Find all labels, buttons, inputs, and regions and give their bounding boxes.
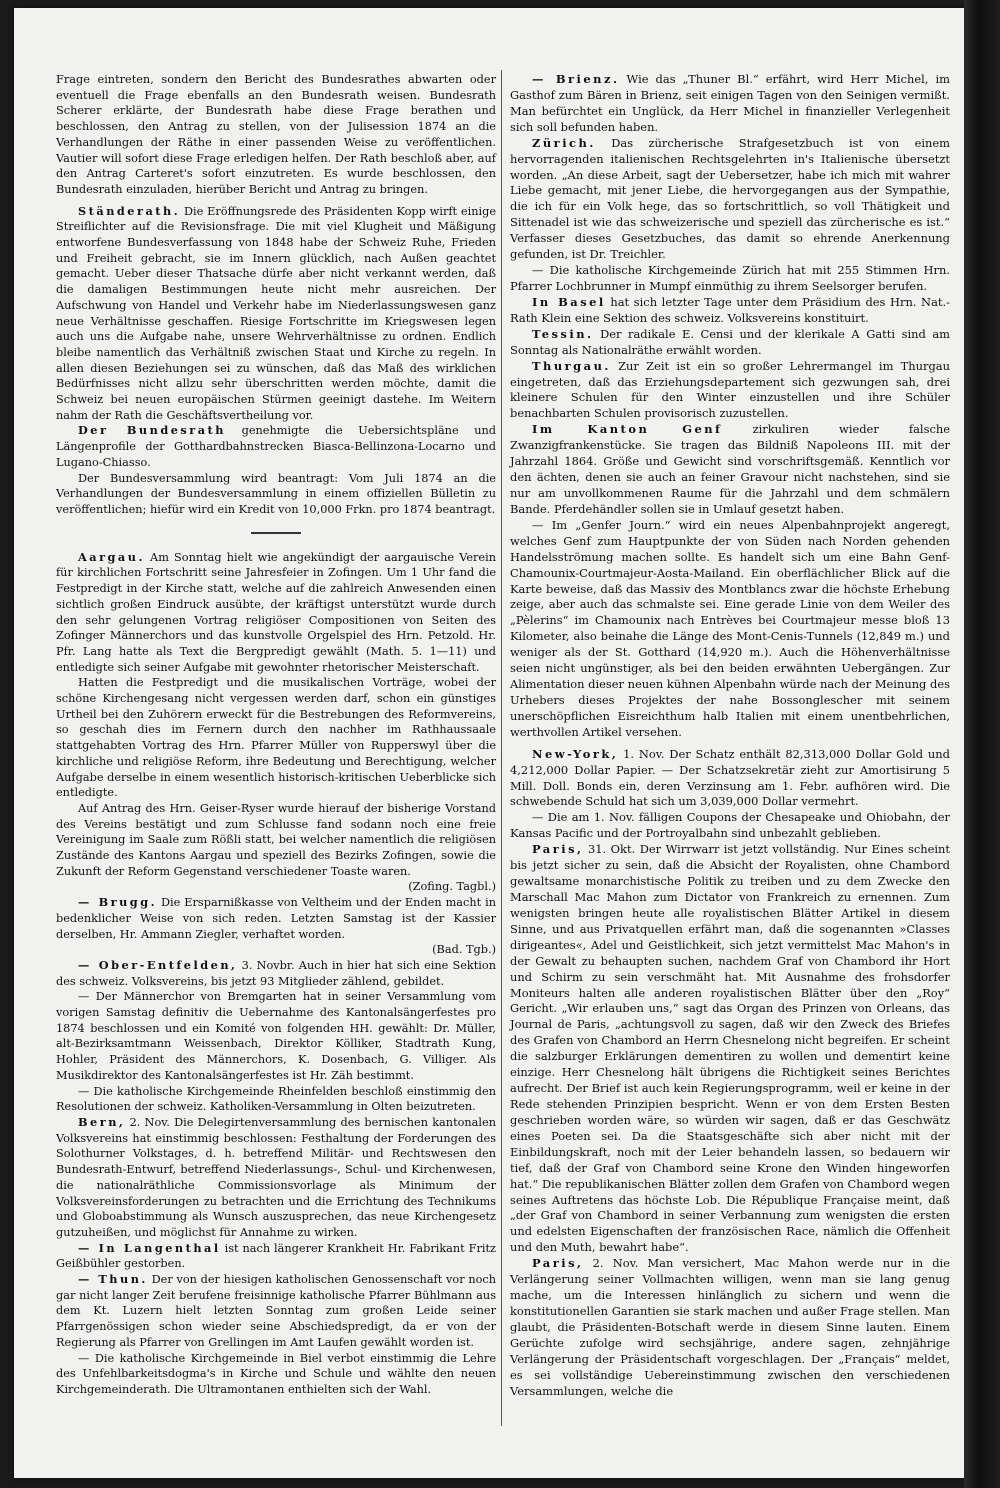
article-heading: Paris, [532, 842, 584, 857]
article-paragraph: — Die katholische Kirchgemeinde Zürich hat mit 255 Stimmen Hrn. Pfarrer Lochbrunner in Mumpf einmüthig zu ihrem Seelsorger berufen. [510, 263, 950, 293]
article-heading: Thurgau. [532, 358, 611, 373]
article-paragraph: — In Langenthal ist nach längerer Krankheit Hr. Fabrikant Fritz Geißbühler gestorben. [56, 1240, 496, 1271]
article-heading: Bern, [78, 1115, 126, 1129]
article-paragraph: — Brugg. Die Ersparnißkasse von Veltheim und der Enden macht in bedenklicher Weise von sich reden. Letzten Samstag ist der Kassier derselben, Hr. Ammann Ziegler, verhaftet worden. (Bad. Tgb.) [56, 895, 496, 957]
article-paragraph: — Die katholische Kirchgemeinde Rheinfelden beschloß einstimmig den Resolutionen der schweiz. Katholiken-Versammlung in Olten beizutreten. [56, 1084, 496, 1114]
article-heading: — Brienz. [532, 72, 620, 86]
article-heading: Aargau. [78, 549, 145, 564]
article-paragraph: Frage eintreten, sondern den Bericht des Bundesrathes abwarten oder eventuell die Frage ebenfalls an den Bundesrath weisen. Bundesrath Scherer erklärte, der Bundesrath habe diese Frage berathen und beschlossen, den Antrag zu stellen, von der Julisession 1874 an die Verhandlungen der Räthe in einer passenden Weise zu veröffentlichen. Vautier will sofort diese Frage erledigen helfen. Der Rath beschloß aber, auf den Antrag Carteret's sofort einzutreten. Es wurde beschlossen, den Bundesrath einzuladen, hierüber Bericht und Antrag zu bringen. [56, 73, 496, 196]
article-paragraph: Zürich. Das zürcherische Strafgesetzbuch ist von einem hervorragenden italienischen Rechtsgelehrten in's Italienische übersetzt worden. „An diese Arbeit, sagt der Uebersetzer, habe ich mich mit wahrer Liebe gemacht, mit jener Liebe, die hervorgegangen aus der Sympathie, die ich für ein Volk hege, das so fortschrittlich, so voll Thätigkeit und Sittenadel ist wie das schweizerische und speziell das zürcherische es ist.“ Verfasser dieses Gesetzbuches, das damit so ehrende Anerkennung gefunden, ist Dr. Treichler. [510, 135, 950, 262]
column-divider [501, 70, 502, 1426]
article-heading: Ständerath. [78, 203, 181, 218]
article-heading: Der Bundesrath [78, 423, 226, 438]
article-paragraph: Der Bundesversammlung wird beantragt: Vom Juli 1874 an die Verhandlungen der Bundesversammlung in einem offiziellen Bülletin zu veröffentlichen; hiefür wird ein Kredit von 10,000 Frkn. pro 1874 beantragt. [56, 471, 496, 516]
article-paragraph: — Die am 1. Nov. fälligen Coupons der Chesapeake und Ohiobahn, der Kansas Pacific und der Portroyalbahn sind unbezahlt geblieben. [510, 810, 950, 841]
article-paragraph: Paris, 2. Nov. Man versichert, Mac Mahon werde nur in die Verlängerung seiner Vollmachten willigen, wenn man sie lang genug mache, um die Interessen hinlänglich zu sichern und wenn die konstitutionellen Garantien sie stark machen und außer Frage stellen. Man glaubt, die Präsidenten-Botschaft werde in diesem Sinne lauten. Einem Gerüchte zufolge wird sechsjährige, andere sagen, zehnjährige Verlängerung der Präsidentschaft vorgeschlagen. Der „Français“ meldet, es sei vollständige Uebereinstimmung zwischen den verschiedenen Versammlungen, welche die [510, 1256, 950, 1398]
article-heading: In Basel [532, 294, 606, 309]
section-divider [251, 532, 301, 534]
article-paragraph: Paris, 31. Okt. Der Wirrwarr ist jetzt vollständig. Nur Eines scheint bis jetzt sicher zu sein, daß die Absicht der Royalisten, ohne Chambord gewaltsame monarchistische Politik zu treiben und zu dem Zwecke den Marschall Mac Mahon zum Dictator von Frankreich zu ernennen. Zum wenigsten bringen heute alle royalistischen Blätter Artikel in diesem Sinne, und aus Privatquellen erfährt man, daß die sogenannten »Classes dirigeantes«, Adel und Geistlichkeit, sich jetzt vermittelst Mac Mahon's in der Gewalt zu behaupten suchen, nachdem Graf von Chambord ihr Hort und Schirm zu sein verschmäht hat. Mit Ausnahme des frohsdorfer Moniteurs halten alle anderen royalistischen Blätter über den „Roy“ Gericht. „Wir erlauben uns,“ sagt das Organ des Prinzen von Orleans, das Journal de Paris, „achtungsvoll zu sagen, daß wir den Zweck des Briefes des Grafen von Chambord an Herrn Chesnelong nicht begreifen. Er scheint die salzburger Erklärungen dementiren zu wollen und dementirt keine einzige. Herr Chesnelong hält übrigens die Richtigkeit seines Berichtes aufrecht. Der Brief ist auch kein Regierungsprogramm, weil er keine in der Rede stehenden Prinzipien bespricht. Wenn er von dem Ersten Besten geschrieben worden wäre, so würden wir sagen, daß er das Geschwätz eines Poeten sei. Da die Staatsgeschäfte sich aber nicht mit der Einbildungskraft, noch mit der Leier behandeln lassen, so bedauern wir tief, daß der Graf von Chambord seine Krone den Winden hingeworfen hat.“ Die republikanischen Blätter zollen dem Grafen von Chambord wegen seines Auftretens das höchste Lob. Die République Française meint, daß „der Graf von Chambord in seiner Verbannung zum wenigsten die ersten und edelsten Eigenschaften der französischen Race, nämlich die Offenheit und den Muth, bewahrt habe“. [510, 842, 951, 1255]
article-paragraph: Aargau. Am Sonntag hielt wie angekündigt der aargauische Verein für kirchlichen Fortschritt seine Jahresfeier in Zofingen. Um 1 Uhr fand die Festpredigt in der Kirche statt, welche auf die zahlreich Anwesenden einen sichtlich großen Eindruck ausübte, der kräftigst unterstützt wurde durch den sehr gelungenen Vortrag religiöser Compositionen von Seiten des Zofinger Männerchors und das kunstvolle Orgelspiel des Hrn. Petzold. Hr. Pfr. Lang hatte als Text die Bergpredigt gewählt (Math. 5. 1—11) und entledigte sich seiner Aufgabe mit gewohnter rhetorischer Meisterschaft. [56, 549, 496, 674]
article-paragraph: Auf Antrag des Hrn. Geiser-Ryser wurde hierauf der bisherige Vorstand des Vereins bestätigt und zum Schlusse fand sodann noch eine freie Vereinigung im Saale zum Rößli statt, bei welcher namentlich die religiösen Zustände des Kantons Aargau und speziell des Bezirks Zofingen, sowie die Zukunft der Reform Gegenstand verschiedener Toaste waren. (Zofing. Tagbl.) [56, 801, 496, 894]
right-column [510, 72, 950, 1400]
article-heading: Im Kanton Genf [532, 422, 723, 437]
article-paragraph: Ständerath. Die Eröffnungsrede des Präsidenten Kopp wirft einige Streiflichter auf die Revisionsfrage. Die mit viel Klugheit und Mäßigung entworfene Bundesverfassung von 1848 habe der Schweiz Ruhe, Frieden und Freiheit gebracht, sie im Innern glücklich, nach Außen geachtet gemacht. Ueber dieser Thatsache dürfe aber nicht verkannt werden, daß die damaligen Bestimmungen heute nicht mehr ausreichen. Der Aufschwung von Handel und Verkehr habe im Niederlassungswesen ganz neue Verhältnisse geschaffen. Riesige Fortschritte im Kriegswesen legen auch uns die Aufgabe nahe, unsere Wehrverhältnisse zu ordnen. Endlich bleibe namentlich das Verhältniß zwischen Staat und Kirche zu regeln. In allen diesen Beziehungen sei zu wünschen, daß das Maß des wirklichen Bedürfnisses nicht allzu sehr überschritten werden möchte, damit die Schweiz bei neuen europäischen Stürmen geeinigt dastehe. Im Weitern nahm der Rath die Geschäftsvertheilung vor. [56, 203, 497, 422]
article-paragraph: Tessin. Der radikale E. Censi und der klerikale A Gatti sind am Sonntag als Nationalräthe erwählt worden. [510, 326, 951, 357]
article-heading: — Ober-Entfelden, [78, 957, 238, 972]
article-heading: — Thun. [78, 1272, 148, 1287]
article-paragraph: — Im „Genfer Journ.“ wird ein neues Alpenbahnprojekt angeregt, welches Genf zum Hauptpunkte der von Süden nach Norden gehenden Handelsströmung machen sollte. Es handelt sich um eine Bahn Genf-Chamounix-Courtmajeur-Aosta-Mailand. Ein oberflächlicher Blick auf die Karte beweise, daß das Massiv des Montblancs zwar die höchste Erhebung zeige, aber auch das schmalste sei. Eine gerade Linie von dem Weiler des „Pèlerins“ im Chamounix nach Entrèves bei Courtmajeur messe bloß 13 Kilometer, also beinahe die Länge des Mont-Cenis-Tunnels (12,849 m.) und weniger als der St. Gotthard (14,920 m.). Auch die Höhenverhältnisse seien nicht ungünstiger, als bei den beiden erwähnten Uebergängen. Zur Alimentation dieser neuen kühnen Alpenbahn würde nach der Meinung des Urhebers dieses Projektes der nahe Bossonglescher mit seinem unerschöpflichen Eisreichthum halb Italien mit einem unentbehrlichen, werthvollen Artikel versehen. [510, 517, 950, 739]
left-column [56, 72, 496, 1398]
newspaper-page [14, 8, 964, 1478]
article-paragraph: In Basel hat sich letzter Tage unter dem Präsidium des Hrn. Nat.-Rath Klein eine Sektion des schweiz. Volksvereins konstituirt. [510, 294, 950, 325]
article-paragraph: — Ober-Entfelden, 3. Novbr. Auch in hier hat sich eine Sektion des schweiz. Volksvereins, bis jetzt 93 Mitglieder zählend, gebildet. [56, 957, 496, 988]
article-paragraph: — Brienz. Wie das „Thuner Bl.“ erfährt, wird Herr Michel, im Gasthof zum Bären in Brienz, seit einigen Tagen von den Seinigen vermißt. Man befürchtet ein Unglück, da Herr Michel in finanzieller Verlegenheit sich soll befunden haben. [510, 72, 950, 134]
article-paragraph: — Die katholische Kirchgemeinde in Biel verbot einstimmig die Lehre des Unfehlbarkeitsdogma's in Kirche und Schule und wählte den neuen Kirchgemeinderath. Die Ultramontanen enthielten sich der Wahl. [56, 1351, 496, 1396]
source-citation: (Bad. Tgb.) [432, 943, 496, 957]
article-paragraph: Thurgau. Zur Zeit ist ein so großer Lehrermangel im Thurgau eingetreten, daß das Erziehungsdepartement sich gezwungen sah, drei kleinere Schulen für den Winter einzustellen und ihre Schüler benachbarten Schulen provisorisch zuzustellen. [510, 358, 950, 421]
article-heading: — In Langenthal [78, 1240, 221, 1255]
article-paragraph: Hatten die Festpredigt und die musikalischen Vorträge, wobei der schöne Kirchengesang nicht vergessen werden darf, schon ein günstiges Urtheil bei den Zuhörern erweckt für die Bestrebungen des Reformvereins, so geschah dies im Fernern durch den nachher im Rathhaussaale stattgehabten Vortrag des Hrn. Pfarrer Müller von Rupperswyl über die kirchliche und religiöse Reform, ihre Bedeutung und Berechtigung, welcher Aufgabe derselbe in einem wesentlich historisch-kritischen Ueberblicke sich entledigte. [56, 676, 496, 800]
article-paragraph: — Thun. Der von der hiesigen katholischen Genossenschaft vor noch gar nicht langer Zeit berufene freisinnige katholische Pfarrer Bühlmann aus dem Kt. Luzern hielt letzten Sonntag zum großen Leide seiner Pfarrgenössigen schon wieder seine Abschiedspredigt, da er von der Regierung als Pfarrer von Grellingen im Amt Laufen gewählt worden ist. [56, 1272, 496, 1349]
article-heading: New-York, [532, 746, 619, 761]
page-edge-shadow [964, 0, 1000, 1488]
article-heading: Tessin. [532, 326, 594, 341]
article-heading: Zürich. [532, 135, 596, 150]
article-paragraph: New-York, 1. Nov. Der Schatz enthält 82,313,000 Dollar Gold und 4,212,000 Dollar Papier. — Der Schatzsekretär zieht zur Amortisirung 5 Mill. Doll. Bonds ein, deren Verzinsung am 1. Febr. aufhören wird. Die schwebende Schuld hat sich um 3,039,000 Dollar vermehrt. [510, 746, 950, 809]
article-paragraph: Bern, 2. Nov. Die Delegirtenversammlung des bernischen kantonalen Volksvereins hat einstimmig beschlossen: Festhaltung der Forderungen des Solothurner Volkstages, d. h. betreffend Militär- und Rechtswesen den Bundesrath-Entwurf, betreffend Niederlassungs-, Schul- und Kirchenwesen, die nationalräthliche Commissionsvorlage als Minimum der Volksvereinsforderungen zu betrachten und die Errichtung des Technikums und Globoabstimmung als Wunsch auszusprechen, das neue Kirchengesetz gutzuheißen, und möglichst für Annahme zu wirken. [56, 1115, 496, 1239]
article-paragraph: — Der Männerchor von Bremgarten hat in seiner Versammlung vom vorigen Samstag definitiv die Uebernahme des Kantonalsängerfestes pro 1874 beschlossen und ein Komité von folgenden HH. gewählt: Dr. Müller, alt-Bezirksamtmann Weissenbach, Direktor Kölliker, Stadtrath Kung, Hohler, Präsident des Männerchors, K. Dosenbach, G. Villiger. Als Musikdirektor des Kantonalsängerfestes ist Hr. Zäh bestimmt. [56, 990, 496, 1082]
article-heading: Paris, [532, 1256, 584, 1271]
article-paragraph: Der Bundesrath genehmigte die Uebersichtspläne und Längenprofile der Gotthardbahnstrecken Biasca-Bellinzona-Locarno und Lugano-Chiasso. [56, 423, 497, 469]
article-heading: — Brugg. [78, 895, 158, 910]
source-citation: (Zofing. Tagbl.) [408, 880, 496, 894]
article-paragraph: Im Kanton Genf zirkuliren wieder falsche Zwanzigfrankenstücke. Sie tragen das Bildniß Napoleons III. mit der Jahrzahl 1864. Größe und Gewicht sind vorschriftsgemäß. Kenntlich vor den ächten, denen sie auch an feiner Gravour nicht nachstehen, sind sie nur am unvollkommenen Raume für die Jahrzahl und dem schmälern Bande. Pferdehändler sollen sie in Umlauf gesetzt haben. [510, 422, 950, 516]
